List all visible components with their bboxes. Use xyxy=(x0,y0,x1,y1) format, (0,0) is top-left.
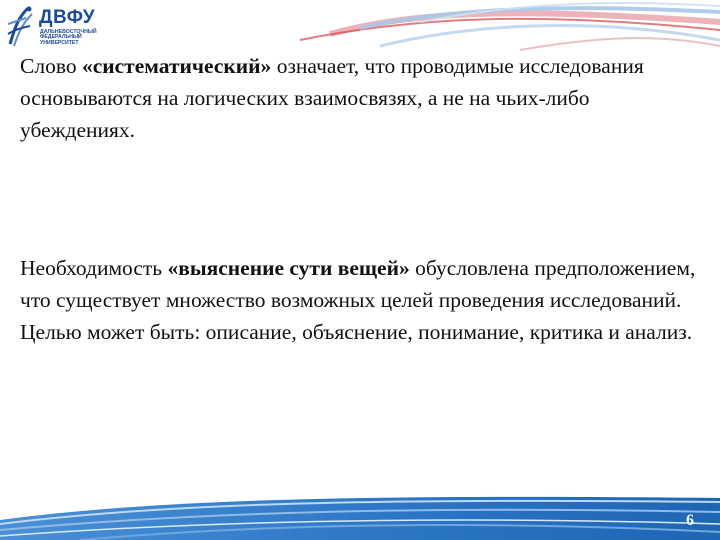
logo-subtitle-line: ДАЛЬНЕВОСТОЧНЫЙ xyxy=(40,29,97,35)
paragraph-systematic xyxy=(20,50,700,146)
paragraph-text: Слово xyxy=(20,54,82,78)
logo-emblem-icon xyxy=(6,4,36,48)
paragraph-text: обусловлена предположением, что существует множество возможных целей проведения исследований. Целью может быть: описание, объяснение, понимание, критика и анализ. xyxy=(20,256,696,344)
logo-name: ДВФУ xyxy=(39,7,96,28)
paragraph-term: «выяснение сути вещей» xyxy=(167,256,410,280)
paragraph-text: Необходимость xyxy=(20,256,168,280)
footer-wave-decoration xyxy=(0,490,720,540)
paragraph-essence xyxy=(20,252,700,348)
page-number: 6 xyxy=(686,512,694,529)
logo-subtitle-line: УНИВЕРСИТЕТ xyxy=(40,39,79,46)
paragraph-text: означает, что проводимые исследования основываются на логических взаимосвязях, а не на чьих-либо убеждениях. xyxy=(20,54,644,142)
logo-subtitle xyxy=(40,30,110,46)
paragraph-term: «систематический» xyxy=(81,54,272,78)
logo-subtitle-line: ФЕДЕРАЛЬНЫЙ xyxy=(40,34,82,41)
university-logo xyxy=(6,4,106,52)
